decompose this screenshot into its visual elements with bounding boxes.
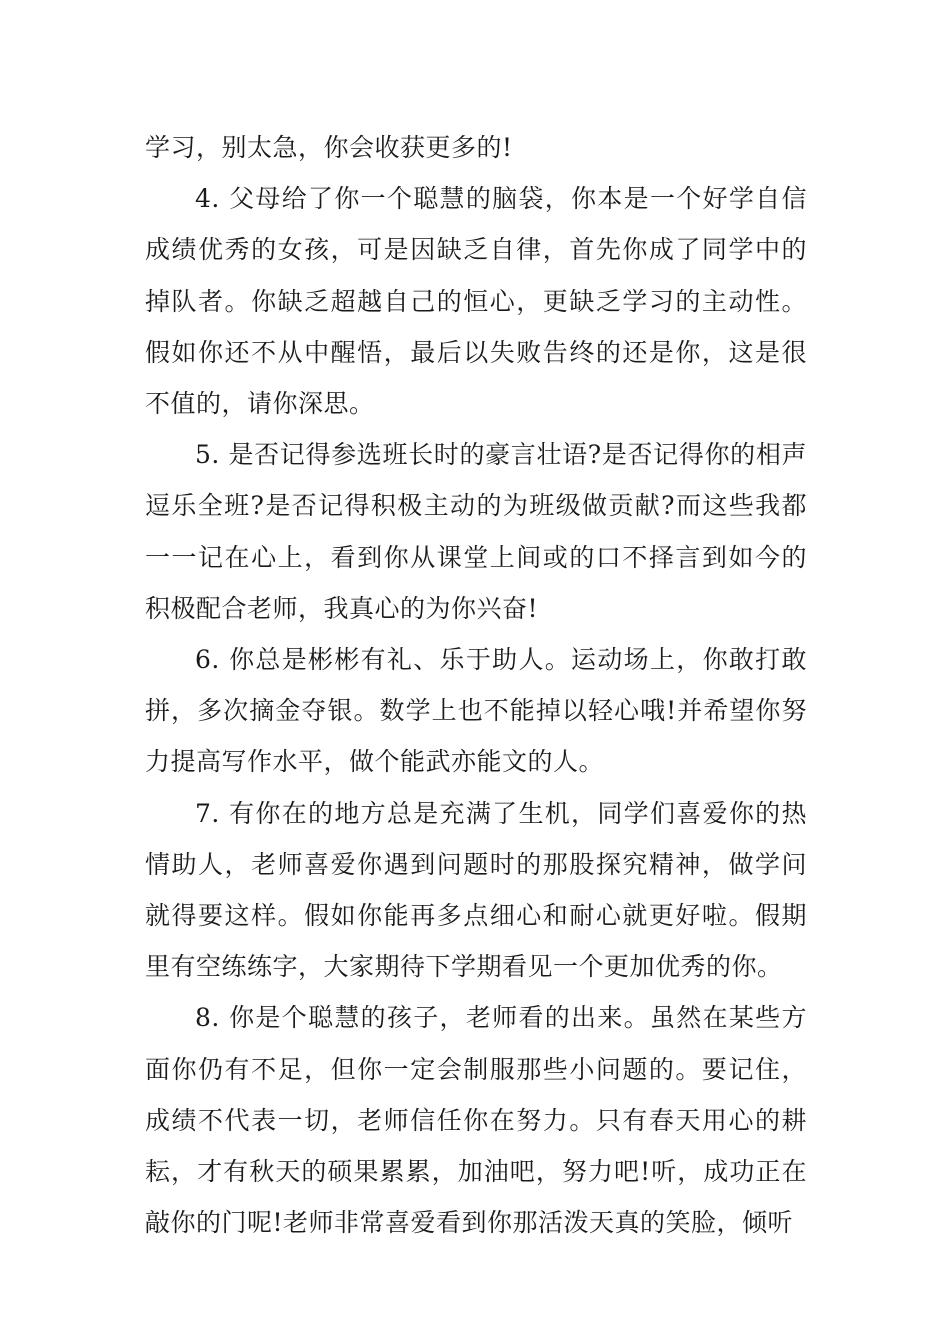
document-body [145,122,807,1248]
paragraph-item-6: 6. 你总是彬彬有礼、乐于助人。运动场上，你敢打敢拼，多次摘金夺银。数学上也不能掉以轻心哦!并希望你努力提高写作水平，做个能武亦能文的人。 [145,645,807,777]
paragraph-continuation: 学习，别太急，你会收获更多的! [145,133,513,162]
paragraph-item-5: 5. 是否记得参选班长时的豪言壮语?是否记得你的相声逗乐全班?是否记得积极主动的为班级做贡献?而这些我都一一记在心上，看到你从课堂上间或的口不择言到如今的积极配合老师，我真心的为你兴奋! [145,440,807,623]
paragraph-item-7: 7. 有你在的地方总是充满了生机，同学们喜爱你的热情助人，老师喜爱你遇到问题时的那股探究精神，做学问就得要这样。假如你能再多点细心和耐心就更好啦。假期里有空练练字，大家期待下学期看见一个更加优秀的你。 [145,798,807,982]
paragraph-item-4: 4. 父母给了你一个聪慧的脑袋，你本是一个好学自信成绩优秀的女孩，可是因缺乏自律，首先你成了同学中的掉队者。你缺乏超越自己的恒心，更缺乏学习的主动性。假如你还不从中醒悟，最后以失败告终的还是你，这是很不值的，请你深思。 [145,184,807,419]
paragraph-item-8: 8. 你是个聪慧的孩子，老师看的出来。虽然在某些方面你仍有不足，但你一定会制服那些小问题的。要记住，成绩不代表一切，老师信任你在努力。只有春天用心的耕耘，才有秋天的硕果累累，加油吧，努力吧!听，成功正在敲你的门呢!老师非常喜爱看到你那活泼天真的笑脸，倾听 [145,1003,807,1238]
